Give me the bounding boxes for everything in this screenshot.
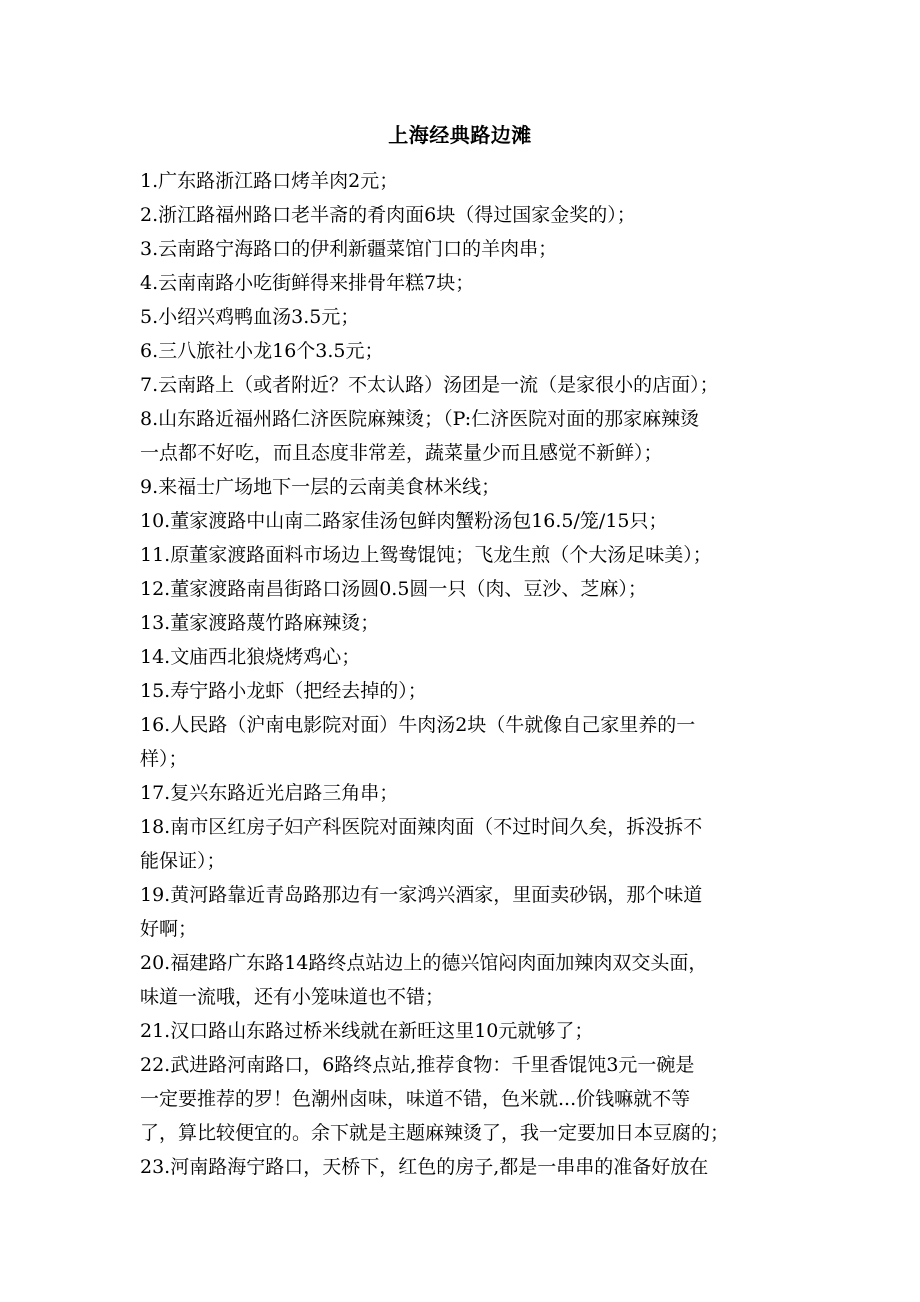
- document-title: 上海经典路边滩: [388, 123, 532, 147]
- text-line: 味道一流哦，还有小笼味道也不错；: [140, 986, 445, 1008]
- text-line: 好啊；: [140, 918, 198, 940]
- text-line: 了，算比较便宜的。余下就是主题麻辣烫了，我一定要加日本豆腐的；: [140, 1122, 730, 1144]
- text-line: 3.云南路宁海路口的伊利新疆菜馆门口的羊肉串；: [140, 238, 558, 260]
- text-line: 15.寿宁路小龙虾（把经去掉的）；: [140, 680, 427, 702]
- text-line: 1.广东路浙江路口烤羊肉2元；: [140, 170, 399, 192]
- text-line: 4.云南南路小吃街鲜得来排骨年糕7块；: [140, 272, 475, 294]
- text-line: 一点都不好吃，而且态度非常差，蔬菜量少而且感觉不新鲜）；: [140, 442, 663, 464]
- text-line: 13.董家渡路蔑竹路麻辣烫；: [140, 612, 380, 634]
- text-line: 2.浙江路福州路口老半斋的肴肉面6块（得过国家金奖的）；: [140, 204, 636, 226]
- text-line: 16.人民路（沪南电影院对面）牛肉汤2块（牛就像自己家里养的一: [140, 714, 696, 736]
- text-line: 样）；: [140, 748, 188, 770]
- text-line: 6.三八旅社小龙16个3.5元；: [140, 340, 384, 362]
- text-line: 18.南市区红房子妇产科医院对面辣肉面（不过时间久矣，拆没拆不: [140, 816, 703, 838]
- text-line: 9.来福士广场地下一层的云南美食林米线；: [140, 476, 501, 498]
- text-line: 一定要推荐的罗！色潮州卤味，味道不错，色米就...价钱嘛就不等: [140, 1088, 691, 1110]
- text-line: 10.董家渡路中山南二路家佳汤包鲜肉蟹粉汤包16.5/笼/15只；: [140, 510, 668, 532]
- text-line: 23.河南路海宁路口，天桥下，红色的房子,都是一串串的准备好放在: [140, 1156, 709, 1178]
- text-line: 21.汉口路山东路过桥米线就在新旺这里10元就够了；: [140, 1020, 594, 1042]
- text-line: 20.福建路广东路14路终点站边上的德兴馆闷肉面加辣肉双交头面，: [140, 952, 708, 974]
- text-line: 11.原董家渡路面料市场边上鸳鸯馄饨；飞龙生煎（个大汤足味美）；: [140, 544, 712, 566]
- document-body: [140, 164, 790, 1184]
- text-line: 17.复兴东路近光启路三角串；: [140, 782, 399, 804]
- text-line: 7.云南路上（或者附近？不太认路）汤团是一流（是家很小的店面）；: [140, 374, 719, 396]
- text-line: 12.董家渡路南昌街路口汤圆0.5圆一只（肉、豆沙、芝麻）；: [140, 578, 647, 600]
- text-line: 5.小绍兴鸡鸭血汤3.5元；: [140, 306, 360, 328]
- text-line: 22.武进路河南路口，6路终点站,推荐食物：千里香馄饨3元一碗是: [140, 1054, 695, 1076]
- text-line: 14.文庙西北狼烧烤鸡心；: [140, 646, 361, 668]
- text-line: 8.山东路近福州路仁济医院麻辣烫；（P:仁济医院对面的那家麻辣烫: [140, 408, 700, 430]
- text-line: 19.黄河路靠近青岛路那边有一家鸿兴酒家，里面卖砂锅，那个味道: [140, 884, 703, 906]
- text-line: 能保证）；: [140, 850, 226, 872]
